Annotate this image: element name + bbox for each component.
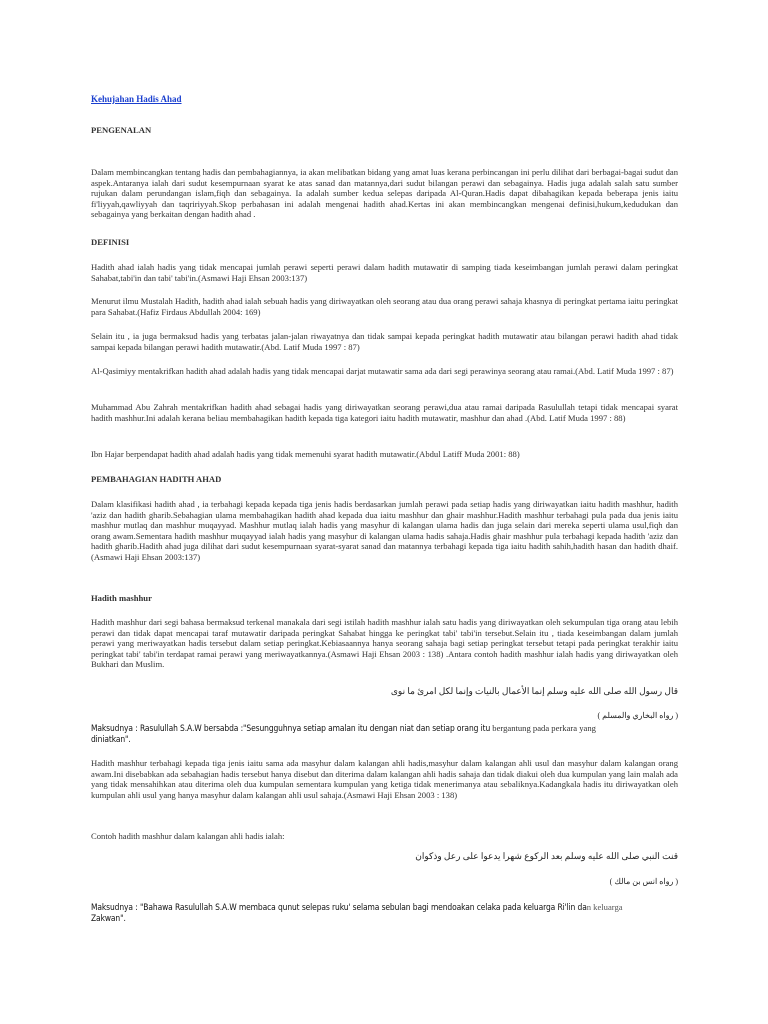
heading-pembahagian: PEMBAHAGIAN HADITH AHAD xyxy=(91,474,222,484)
paragraph-pengenalan: Dalam membincangkan tentang hadis dan pembahagiannya, ia akan melibatkan bidang yang amat luas kerana perbincangan ini perlu dilihat dari berbagai-bagai sudut dan aspek.Antaranya ialah dari sudut kesempurnaan syarat ke atas sanad dan matannya,dari sudut bilangan perawi dan sebagainya. Hadis juga adalah salah satu sumber rujukan dalam perundangan islam,fiqh dan sebagainya. Ia adalah sumber kedua selepas daripada Al-Quran.Hadis dapat dibahagikan kepada beberapa jenis iaitu fi'liyyah,qawliyyah dan taqririyyah.Skop perbahasan ini adalah mengenai hadith ahad.Kertas ini akan membincangkan mengenai definisi,hukum,kedudukan dan sebagainya yang berkaitan dengan hadith ahad . xyxy=(91,167,678,220)
paragraph-definisi-4: Al-Qasimiyy mentakrifkan hadith ahad adalah hadis yang tidak mencapai darjat mutawatir sama ada dari segi perawinya seorang atau ramai.(Abd. Latif Muda 1997 : 87) xyxy=(91,366,674,376)
paragraph-mashhur-3: Contoh hadith mashhur dalam kalangan ahli hadis ialah: xyxy=(91,831,285,841)
document-title-link[interactable]: Kehujahan Hadis Ahad xyxy=(91,94,182,104)
maksud-2-line2: Zakwan". xyxy=(91,912,126,923)
heading-definisi: DEFINISI xyxy=(91,237,130,247)
paragraph-mashhur-1: Hadith mashhur dari segi bahasa bermaksud terkenal manakala dari segi istilah hadith mashhur ialah satu hadis yang diriwayatkan oleh sekumpulan tiga orang atau lebih perawi dan tidak dapat mencapai taraf mutawatir daripada peringkat Sahabat hingga ke peringkat tabi' tabi'in tersebut.Selain itu , tiada keseimbangan dalam jumlah perawi yang meriwayatkan hadis tersebut dalam setiap peringkat.Kebiasaannya hanya seorang sahaja bagi setiap peringkat tersebut tetapi pada peringkat terakhir iaitu peringkat tabi' tabi'in terdapat ramai perawi yang meriwayatkannya.(Asmawi Haji Ehsan 2003 : 138) .Antara contoh hadith mashhur ialah hadis yang diriwayatkan oleh Bukhari dan Muslim. xyxy=(91,617,678,670)
maksud-1-scanned-text: Maksudnya : Rasulullah S.A.W bersabda :"Sesungguhnya setiap amalan itu dengan niat dan setiap orang itu xyxy=(91,723,491,733)
paragraph-definisi-5: Muhammad Abu Zahrah mentakrifkan hadith ahad sebagai hadis yang diriwayatkan seorang perawi,dua atau ramai daripada Rasulullah tetapi tidak mencapai syarat hadith mashhur.Ini adalah kerana beliau membahagikan hadith kepada tiga kategori iaitu hadith mutawatir, mashhur dan ahad .(Abd. Latif Muda 1997 : 88) xyxy=(91,402,678,423)
paragraph-pembahagian: Dalam klasifikasi hadith ahad , ia terbahagi kepada kepada tiga jenis hadis berdasarkan jumlah perawi pada setiap hadis yang diriwayatkan iaitu hadith mashhur, hadith 'aziz dan hadith gharib.Sebahagian ulama membahagikan hadith ahad kepada dua iaitu mashhur dan ghair mashhur.Hadith mashhur terbahagi pula pada dua jenis iaitu mashhur mutlaq dan mashhur muqayyad. Mashhur mutlaq ialah hadis yang masyhur di kalangan ulama hadis dan juga selain dari mereka seperti ulama usul,fiqh dan orang awam.Sementara hadith mashhur muqayyad ialah hadis yang masyhur di kalangan ulama hadis sahaja.Hadis ghair mashhur pula terbahagi kepada hadith 'aziz dan hadith gharib.Hadith ahad juga dilihat dari sudut kesempurnaan syarat-syarat sanad dan matannya terbahagi kepada tiga iaitu hadith sahih,hadith hasan dan hadith dhaif.(Asmawi Haji Ehsan 2003:137) xyxy=(91,499,678,562)
arabic-narrator-2: ( رواه انس بن مالك ) xyxy=(609,877,678,886)
maksud-1-line2: diniatkan". xyxy=(91,733,131,744)
paragraph-definisi-2: Menurut ilmu Mustalah Hadith, hadith ahad ialah sebuah hadis yang diriwayatkan oleh seorang atau dua orang perawi sahaja khasnya di peringkat pertama iaitu peringkat para Sahabat.(Hafiz Firdaus Abdullah 2004: 169) xyxy=(91,296,678,317)
paragraph-definisi-6: Ibn Hajar berpendapat hadith ahad adalah hadis yang tidak memenuhi syarat hadith mutawatir.(Abdul Latiff Muda 2001: 88) xyxy=(91,449,520,459)
maksud-1-rest-text: bergantung pada perkara yang xyxy=(490,723,596,733)
maksud-2-scanned-text: Maksudnya : "Bahawa Rasulullah S.A.W membaca qunut selepas ruku' selama sebulan bagi mendoakan celaka pada keluarga Ri'lin da xyxy=(91,902,587,912)
paragraph-mashhur-2: Hadith mashhur terbahagi kepada tiga jenis iaitu sama ada masyhur dalam kalangan ahli hadis,masyhur dalam kalangan ahli usul dan masyhur dalam kalangan orang awam.Ini disebabkan ada sebahagian hadis tersebut hanya disebut dan diterima dalam kalangan ahli hadis sahaja dan tidak diakui oleh dua kumpulan yang lain malah ada yang tidak mensahihkan atau diterima oleh dua kumpulan sementara kumpulan yang ketiga tidak menerimanya atau sebaliknya.Kadangkala hadis itu diriwayatkan oleh kumpulan ahli usul yang hanya masyhur dalam kalangan ahli usul sahaja.(Asmawi Haji Ehsan 2003 : 138) xyxy=(91,758,678,800)
maksud-hadith-2 xyxy=(91,902,678,923)
heading-hadith-mashhur: Hadith mashhur xyxy=(91,593,152,603)
arabic-hadith-2: قنت النبي صلى الله عليه وسلم بعد الركوع شهرا يدعوا على رعل وذكوان xyxy=(415,851,678,861)
maksud-hadith-1 xyxy=(91,723,678,744)
paragraph-definisi-3: Selain itu , ia juga bermaksud hadis yang terbatas jalan-jalan riwayatnya dan tidak sampai kepada peringkat hadith mutawatir atau bilangan perawi hadith ahad tidak sampai kepada bilangan perawi hadith mutawatir.(Abd. Latif Muda 1997 : 87) xyxy=(91,331,678,352)
heading-pengenalan: PENGENALAN xyxy=(91,125,152,135)
arabic-hadith-1: قال رسول الله صلى الله عليه وسلم إنما الأعمال بالنيات وإنما لكل امرئ ما نوى xyxy=(390,686,678,696)
paragraph-definisi-1: Hadith ahad ialah hadis yang tidak mencapai jumlah perawi seperti perawi dalam hadith mutawatir di samping tiada keseimbangan jumlah perawi dalam peringkat Sahabat,tabi'in dan tabi' tabi'in.(Asmawi Haji Ehsan 2003:137) xyxy=(91,262,678,283)
arabic-narrator-1: ( رواه البخاري والمسلم ) xyxy=(597,711,678,720)
maksud-2-rest-text: n keluarga xyxy=(586,902,623,912)
